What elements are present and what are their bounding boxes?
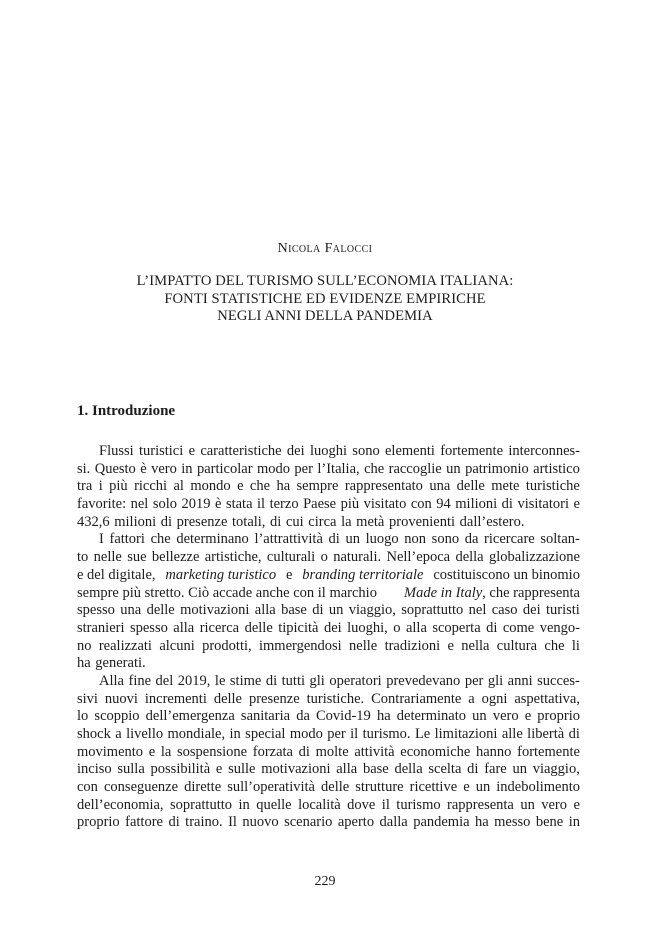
word: tra [77, 478, 93, 495]
word: di [265, 672, 278, 689]
word: nel [468, 602, 487, 619]
word: dell’economia, [77, 796, 164, 813]
text-line: ha generati. [77, 655, 146, 672]
word: I [99, 531, 104, 548]
word: fortemente [440, 443, 504, 459]
word: proprio [77, 814, 120, 831]
word: con [410, 496, 432, 513]
word: messo [494, 814, 531, 831]
word: artistiche, [204, 549, 262, 566]
word: un [520, 796, 535, 813]
word: terzo [269, 496, 299, 513]
section-title: Introduzione [92, 403, 176, 419]
word: il [381, 796, 390, 813]
word: più [109, 478, 128, 495]
word: fare [484, 761, 507, 778]
word: sull’operatività [227, 779, 315, 796]
word: fine [128, 672, 152, 689]
word: da [464, 531, 479, 548]
word: determinato [396, 708, 467, 725]
text-segment [404, 585, 580, 603]
word: caratteristiche [200, 443, 282, 459]
word: alcuni [159, 637, 195, 654]
word: di [312, 602, 324, 619]
emphasis-branding-territoriale: branding territoriale [302, 566, 424, 583]
body-text [77, 443, 580, 832]
word: nelle [93, 549, 122, 566]
word: Covid-19 [316, 708, 371, 725]
word: Il [228, 814, 237, 831]
text-line [77, 620, 580, 638]
word: o [393, 619, 401, 636]
word: modo [256, 460, 290, 477]
word: di [486, 619, 498, 636]
word: possibilità [150, 761, 211, 778]
word: Nell’epoca [386, 549, 451, 566]
word: Alla [99, 672, 124, 689]
word: viaggio, [532, 761, 580, 778]
word: vengo- [539, 619, 580, 636]
word: bellezze [151, 549, 200, 566]
word: caso [491, 602, 518, 619]
text-segment: , che rappresenta [482, 584, 580, 601]
word: gli [309, 672, 325, 689]
word: di [298, 743, 310, 760]
word: e [188, 443, 196, 459]
word: soltan- [540, 531, 580, 548]
text-line [77, 549, 580, 567]
word: sospensione [176, 743, 248, 760]
section-number: 1. [77, 403, 89, 419]
word: aperto [337, 814, 375, 831]
word: vero [151, 460, 177, 477]
word: sulle [228, 761, 256, 778]
word: indebolimento [496, 779, 580, 796]
text-line [77, 461, 580, 479]
word: delle [321, 779, 350, 796]
word: rappresenta [447, 796, 514, 813]
word: strutture [355, 779, 404, 796]
word: alla [173, 619, 195, 636]
word: un [512, 761, 527, 778]
word: raccoglie [388, 460, 442, 477]
word: 2019 [181, 496, 211, 513]
title-line: FONTI STATISTICHE ED EVIDENZE EMPIRICHE [164, 290, 486, 307]
word: incrementi [144, 690, 207, 707]
text-line [77, 443, 580, 461]
word: al [173, 478, 184, 495]
word: sono [431, 531, 460, 548]
word: artistico [533, 460, 580, 477]
word: della [455, 549, 484, 566]
word: stranieri [77, 619, 125, 636]
word: bene [535, 814, 564, 831]
text-line-with-emphasis [77, 585, 580, 603]
word: scoperta [432, 619, 481, 636]
word: proprio [537, 708, 580, 725]
word: da [296, 708, 310, 725]
word: in [568, 814, 580, 831]
word: elementi [385, 443, 435, 459]
word: operatori [329, 672, 382, 689]
word: nel [130, 496, 149, 513]
word: motivazioni [261, 761, 331, 778]
word: il [257, 496, 266, 513]
word: in [181, 460, 193, 477]
word: e [463, 779, 470, 796]
word: scenario [284, 814, 333, 831]
word: visitatori [517, 496, 570, 513]
word: soprattutto [401, 602, 464, 619]
word: quelle [256, 796, 292, 813]
word: dell’emergenza [145, 708, 235, 725]
word: il [350, 726, 359, 742]
text-line [77, 708, 580, 726]
word: turismo. [362, 726, 411, 742]
word: che [249, 478, 271, 495]
text-segment: costituiscono un binomio [433, 566, 580, 583]
word: un [472, 708, 487, 725]
text-line [77, 761, 580, 779]
word: che [544, 637, 565, 654]
word: e [573, 796, 580, 813]
word: culturali [266, 549, 316, 566]
word: la [160, 743, 172, 760]
word: presenze [248, 690, 300, 707]
word: spesso [77, 602, 115, 619]
word: in [229, 726, 241, 742]
word: lo [77, 708, 89, 725]
word: ha [276, 478, 291, 495]
word: particolar [196, 460, 253, 477]
word: no [77, 637, 92, 654]
word: sono [352, 443, 380, 459]
word: in [238, 796, 250, 813]
word: una [429, 478, 451, 495]
word: turistiche. [306, 690, 365, 707]
word: sempre [296, 478, 339, 495]
word: to [77, 549, 89, 566]
word: visitato [363, 496, 407, 513]
word: conseguenze [103, 779, 179, 796]
word: delle [146, 602, 175, 619]
word: ricerca [199, 619, 240, 636]
word: di [568, 726, 580, 742]
word: come [502, 619, 535, 636]
word: economiche [400, 743, 471, 760]
word: mondiale, [167, 726, 226, 742]
word: del [155, 672, 174, 689]
word: dove [347, 796, 376, 813]
word: patrimonio [465, 460, 529, 477]
word: motivazioni [180, 602, 250, 619]
word: a [115, 726, 122, 742]
text-segment: sempre più stretto. Ciò accade anche con il marchio [77, 584, 377, 601]
word: li [571, 637, 580, 654]
word: limitazioni [434, 726, 498, 742]
word: le [214, 672, 226, 689]
word: ricchi [134, 478, 168, 495]
word: per [464, 672, 484, 689]
word: tradizioni [384, 637, 441, 654]
word: 2019, [177, 672, 211, 689]
page-number: 229 [314, 874, 336, 889]
word: solo [152, 496, 178, 513]
word: dei [323, 619, 342, 636]
word: fattori [109, 531, 145, 548]
word: e [447, 637, 454, 654]
word: gli [487, 672, 504, 689]
word: anni [507, 672, 533, 689]
word: base [281, 602, 307, 619]
word: tipicità [278, 619, 319, 636]
word: delle [244, 619, 273, 636]
word: sivi [77, 690, 98, 707]
word: ricettive [409, 779, 458, 796]
text-line-with-emphasis [77, 567, 580, 585]
word: nuovi [104, 690, 138, 707]
word: sulla [117, 761, 145, 778]
word: rappresentato [344, 478, 423, 495]
word: fattore [125, 814, 163, 831]
word: di [168, 814, 180, 831]
word: pandemia [413, 814, 470, 831]
word: ha [475, 814, 489, 831]
word: un [328, 602, 344, 619]
word: più [340, 496, 360, 513]
section-heading [77, 403, 175, 420]
word: si. [77, 460, 91, 477]
word: e [148, 743, 156, 760]
word: ha [376, 708, 391, 725]
word: nelle [349, 637, 378, 654]
author-name: Nicola Falocci [277, 241, 373, 256]
word: succes- [537, 672, 580, 689]
word: mondo [190, 478, 231, 495]
word: aspettativa, [514, 690, 580, 707]
text-line [77, 691, 580, 709]
word: l’attrattività [254, 531, 323, 548]
word: un [446, 460, 461, 477]
word: è [140, 460, 147, 477]
word: è [215, 496, 222, 513]
word: e [524, 708, 532, 725]
word: mete [491, 478, 520, 495]
text-line [77, 779, 580, 797]
word: naturali. [333, 549, 382, 566]
word: turismo [396, 796, 441, 813]
word: alla [336, 761, 358, 778]
word: tutti [281, 672, 306, 689]
word: dei [522, 602, 541, 619]
word: realizzati [98, 637, 152, 654]
word: località [298, 796, 341, 813]
title-line: NEGLI ANNI DELLA PANDEMIA [217, 308, 433, 324]
text-line [77, 496, 580, 514]
word: e [573, 496, 580, 513]
word: shock [77, 726, 111, 742]
word: nella [461, 637, 490, 654]
word: favorite: [77, 496, 127, 513]
word: che [150, 531, 171, 548]
word: special [245, 726, 286, 742]
emphasis-made-in-italy: Made in Italy [404, 584, 483, 601]
word: di [328, 531, 340, 548]
word: che [364, 460, 385, 477]
word: sue [127, 549, 147, 566]
word: viaggio, [348, 602, 396, 619]
word: milioni [455, 496, 498, 513]
word: Le [414, 726, 431, 742]
word: l’Italia, [317, 460, 360, 477]
word: delle [213, 690, 242, 707]
word: prevedevano [386, 672, 461, 689]
word: alla [405, 619, 427, 636]
word: alla [254, 602, 276, 619]
word: scelta [428, 761, 462, 778]
text-line [77, 673, 580, 691]
word: attività [354, 743, 395, 760]
word: per [327, 726, 346, 742]
word: scoppio [94, 708, 140, 725]
text-line [77, 744, 580, 762]
word: fortemente [517, 743, 580, 760]
word: stime [229, 672, 262, 689]
word: libertà [527, 726, 565, 742]
word: della [394, 761, 423, 778]
word: luoghi, [347, 619, 388, 636]
text-line [77, 814, 580, 832]
word: dirette [184, 779, 222, 796]
word: un [475, 779, 491, 796]
word: ogni [481, 690, 508, 707]
text-segment: e del digitale, [77, 566, 156, 583]
word: e [215, 761, 223, 778]
word: Paese [303, 496, 337, 513]
word: base [362, 761, 389, 778]
text-line [77, 531, 580, 549]
word: hanno [476, 743, 512, 760]
word: delle [456, 478, 485, 495]
word: a [468, 690, 475, 707]
word: dei [286, 443, 305, 459]
word: turistici [138, 443, 184, 459]
text-line [77, 638, 580, 656]
text-line: 432,6 milioni di presenze totali, di cui circa la metà provenienti dall’estero. [77, 513, 525, 530]
word: di [467, 761, 479, 778]
title-line: L’IMPATTO DEL TURISMO SULL’ECONOMIA ITALIANA: [136, 273, 514, 289]
word: per [294, 460, 313, 477]
word: luoghi [309, 443, 347, 459]
word: con [77, 779, 98, 796]
word: nuovo [242, 814, 279, 831]
word: Flussi [99, 443, 134, 459]
word: cultura [496, 637, 538, 654]
word: turistiche [525, 478, 580, 495]
word: i [98, 478, 103, 495]
word: soprattutto [170, 796, 233, 813]
word: modo [289, 726, 323, 742]
word: stata [225, 496, 253, 513]
word: forzata [252, 743, 293, 760]
word: traino. [185, 814, 223, 831]
word: prodotti, [202, 637, 252, 654]
text-line [77, 726, 580, 744]
word: 94 [436, 496, 451, 513]
word: molte [315, 743, 349, 760]
word: di [501, 496, 513, 513]
word: spesso [129, 619, 168, 636]
text-line [77, 478, 580, 496]
word: e [237, 478, 244, 495]
word: determinano [176, 531, 249, 548]
word: vero [492, 708, 519, 725]
word: sanitaria [240, 708, 291, 725]
text-segment: e [285, 566, 293, 583]
word: vero [541, 796, 568, 813]
article-title [0, 273, 650, 326]
word: interconnes- [508, 443, 580, 459]
emphasis-marketing-turistico: marketing turistico [165, 566, 277, 583]
word: non [404, 531, 427, 548]
word: globalizzazione [488, 549, 580, 566]
word: luogo [365, 531, 399, 548]
word: un [345, 531, 360, 548]
word: o [320, 549, 328, 566]
word: dalla [379, 814, 408, 831]
text-line [77, 602, 580, 620]
word: una [120, 602, 142, 619]
word: alle [501, 726, 523, 742]
word: immergendosi [258, 637, 342, 654]
word: livello [126, 726, 164, 742]
word: Questo [94, 460, 136, 477]
word: movimento [77, 743, 144, 760]
word: Contrariamente [371, 690, 462, 707]
word: turisti [545, 602, 580, 619]
word: ricercare [484, 531, 535, 548]
text-line [77, 797, 580, 815]
word: inciso [77, 761, 112, 778]
